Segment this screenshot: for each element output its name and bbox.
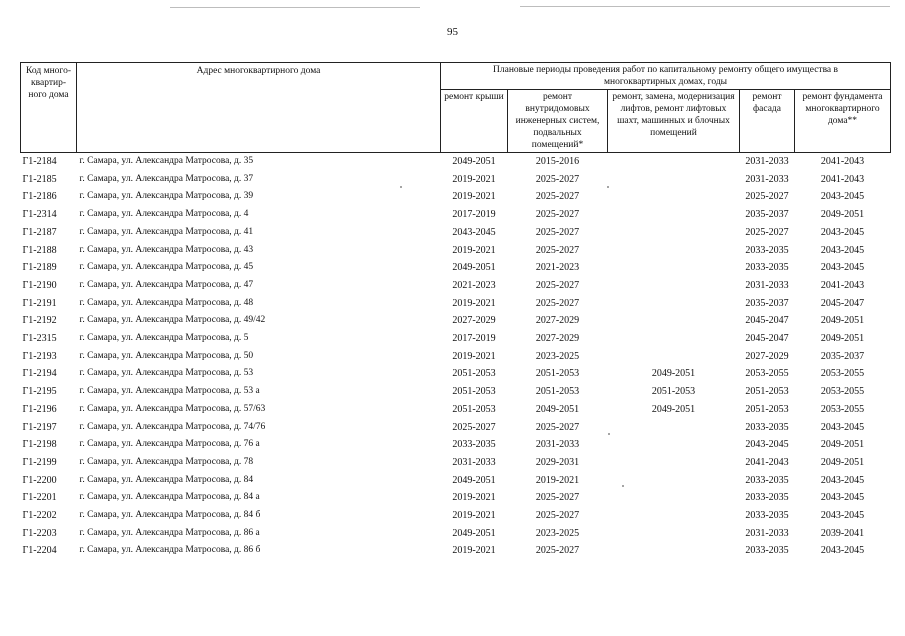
- cell-roof: 2025-2027: [452, 421, 496, 433]
- cell-code: Г1-2202: [22, 510, 57, 522]
- cell-address: г. Самара, ул. Александра Матросова, д. 47: [79, 279, 254, 290]
- cell-facade: 2035-2037: [745, 209, 789, 221]
- cell-foundation: 2043-2045: [820, 244, 865, 256]
- header-elevators: ремонт, замена, модернизация лифтов, ремонт лифтовых шахт, машинных и блочных помещений: [608, 90, 740, 153]
- cell-code: Г1-2190: [22, 279, 57, 291]
- header-foundation: ремонт фундамента многоквартирного дома**: [795, 90, 891, 153]
- table-row: [21, 348, 891, 366]
- cell-engineering: 2027-2029: [535, 315, 580, 327]
- cell-code: Г1-2193: [22, 350, 57, 362]
- cell-elevators: [608, 188, 740, 206]
- cell-address: г. Самара, ул. Александра Матросова, д. 48: [79, 297, 254, 308]
- cell-code: Г1-2194: [22, 368, 57, 380]
- cell-foundation: 2049-2051: [820, 315, 865, 327]
- cell-roof: 2049-2051: [452, 156, 496, 167]
- cell-roof: 2051-2053: [452, 386, 496, 398]
- cell-elevators: [608, 542, 740, 560]
- cell-roof: 2017-2019: [452, 333, 496, 345]
- table-row: [21, 242, 891, 260]
- cell-foundation: 2049-2051: [820, 333, 865, 345]
- cell-roof: 2049-2051: [452, 527, 496, 539]
- cell-address: г. Самара, ул. Александра Матросова, д. 5: [79, 333, 249, 344]
- table-row: [21, 507, 891, 525]
- cell-roof: 2019-2021: [452, 191, 496, 203]
- cell-roof: 2017-2019: [452, 209, 496, 221]
- cell-elevators: [608, 224, 740, 242]
- cell-foundation: 2041-2043: [820, 156, 865, 167]
- table-row: [21, 188, 891, 206]
- cell-code: Г1-2200: [22, 474, 57, 486]
- cell-address: г. Самара, ул. Александра Матросова, д. 41: [79, 226, 254, 237]
- cell-facade: 2031-2033: [745, 173, 789, 185]
- cell-code: Г1-2204: [22, 545, 57, 557]
- cell-address: г. Самара, ул. Александра Матросова, д. 84 а: [79, 492, 260, 503]
- cell-foundation: 2053-2055: [820, 368, 865, 380]
- cell-foundation: 2035-2037: [820, 350, 865, 362]
- table-row: [21, 312, 891, 330]
- cell-elevators: [608, 295, 740, 313]
- cell-roof: 2027-2029: [452, 315, 496, 327]
- cell-facade: 2033-2035: [745, 421, 789, 433]
- table-row: [21, 171, 891, 189]
- cell-engineering: 2051-2053: [535, 386, 580, 398]
- cell-facade: 2035-2037: [745, 297, 789, 309]
- cell-facade: 2033-2035: [745, 244, 789, 256]
- header-engineering: ремонт внутридомовых инженерных систем, подвальных помещений*: [508, 90, 608, 153]
- table-row: [21, 436, 891, 454]
- cell-foundation: 2053-2055: [820, 403, 865, 415]
- cell-elevators: [608, 489, 740, 507]
- cell-elevators: [608, 525, 740, 543]
- cell-address: г. Самара, ул. Александра Матросова, д. 86 б: [79, 545, 261, 556]
- table-row: [21, 206, 891, 224]
- cell-foundation: 2041-2043: [820, 279, 865, 291]
- cell-roof: 2051-2053: [452, 368, 496, 380]
- cell-facade: 2051-2053: [745, 386, 789, 398]
- cell-engineering: 2025-2027: [535, 510, 580, 522]
- cell-code: Г1-2184: [22, 156, 57, 167]
- cell-facade: 2031-2033: [745, 279, 789, 291]
- cell-address: г. Самара, ул. Александра Матросова, д. 86 а: [79, 527, 260, 538]
- cell-facade: 2025-2027: [745, 191, 789, 203]
- cell-foundation: 2043-2045: [820, 510, 865, 522]
- cell-engineering: 2051-2053: [535, 368, 580, 380]
- cell-code: Г1-2188: [22, 244, 57, 256]
- cell-engineering: 2025-2027: [535, 421, 580, 433]
- cell-engineering: 2049-2051: [535, 403, 580, 415]
- cell-roof: 2019-2021: [452, 173, 496, 185]
- cell-roof: 2051-2053: [452, 403, 496, 415]
- cell-elevators: [608, 454, 740, 472]
- cell-address: г. Самара, ул. Александра Матросова, д. 84 б: [79, 510, 261, 521]
- table-row: [21, 153, 891, 171]
- table-row: [21, 383, 891, 401]
- cell-facade: 2045-2047: [745, 333, 789, 345]
- cell-engineering: 2015-2016: [535, 156, 580, 167]
- table-row: [21, 472, 891, 490]
- cell-engineering: 2031-2033: [535, 439, 580, 451]
- table-body: [21, 153, 891, 561]
- cell-code: Г1-2315: [22, 333, 57, 345]
- table-row: [21, 454, 891, 472]
- cell-foundation: 2049-2051: [820, 209, 865, 221]
- cell-address: г. Самара, ул. Александра Матросова, д. 39: [79, 191, 254, 202]
- cell-roof: 2033-2035: [452, 439, 496, 451]
- cell-address: г. Самара, ул. Александра Матросова, д. 74/76: [79, 421, 266, 432]
- table-row: [21, 401, 891, 419]
- cell-facade: 2033-2035: [745, 545, 789, 557]
- table-row: [21, 365, 891, 383]
- cell-foundation: 2043-2045: [820, 474, 865, 486]
- cell-code: Г1-2191: [22, 297, 57, 309]
- cell-roof: 2019-2021: [452, 297, 496, 309]
- cell-facade: 2041-2043: [745, 456, 789, 468]
- cell-address: г. Самара, ул. Александра Матросова, д. 78: [79, 456, 254, 467]
- cell-engineering: 2025-2027: [535, 297, 580, 309]
- cell-elevators: [608, 153, 740, 171]
- table-row: [21, 224, 891, 242]
- cell-foundation: 2045-2047: [820, 297, 865, 309]
- cell-address: г. Самара, ул. Александра Матросова, д. 53: [79, 368, 254, 379]
- cell-foundation: 2041-2043: [820, 173, 865, 185]
- cell-engineering: 2025-2027: [535, 492, 580, 504]
- cell-roof: 2019-2021: [452, 492, 496, 504]
- cell-elevators: [608, 472, 740, 490]
- cell-engineering: 2027-2029: [535, 333, 580, 345]
- cell-facade: 2043-2045: [745, 439, 789, 451]
- table-row: [21, 259, 891, 277]
- cell-engineering: 2025-2027: [535, 191, 580, 203]
- table-row: [21, 295, 891, 313]
- cell-address: г. Самара, ул. Александра Матросова, д. 37: [79, 173, 254, 184]
- table-row: [21, 525, 891, 543]
- cell-address: г. Самара, ул. Александра Матросова, д. 43: [79, 244, 254, 255]
- cell-facade: 2027-2029: [745, 350, 789, 362]
- cell-code: Г1-2196: [22, 403, 57, 415]
- cell-code: Г1-2187: [22, 226, 57, 238]
- cell-engineering: 2023-2025: [535, 527, 580, 539]
- cell-foundation: 2049-2051: [820, 456, 865, 468]
- cell-engineering: 2025-2027: [535, 209, 580, 221]
- scan-artifact-line: [170, 7, 420, 8]
- cell-elevators: [608, 277, 740, 295]
- cell-roof: 2019-2021: [452, 244, 496, 256]
- cell-roof: 2043-2045: [452, 226, 496, 238]
- cell-address: г. Самара, ул. Александра Матросова, д. 57/63: [79, 403, 266, 414]
- cell-facade: 2031-2033: [745, 527, 789, 539]
- cell-code: Г1-2203: [22, 527, 57, 539]
- cell-roof: 2021-2023: [452, 279, 496, 291]
- cell-elevators: [608, 206, 740, 224]
- cell-roof: 2019-2021: [452, 350, 496, 362]
- cell-roof: 2019-2021: [452, 545, 496, 557]
- cell-foundation: 2039-2041: [820, 527, 865, 539]
- cell-code: Г1-2189: [22, 262, 57, 274]
- cell-roof: 2049-2051: [452, 474, 496, 486]
- cell-elevators: [608, 419, 740, 437]
- cell-facade: 2053-2055: [745, 368, 789, 380]
- cell-foundation: 2043-2045: [820, 262, 865, 274]
- cell-foundation: 2043-2045: [820, 421, 865, 433]
- header-roof: ремонт крыши: [441, 90, 508, 153]
- cell-foundation: 2053-2055: [820, 386, 865, 398]
- cell-elevators: 2051-2053: [651, 386, 696, 398]
- cell-elevators: [608, 330, 740, 348]
- cell-engineering: 2021-2023: [535, 262, 580, 274]
- cell-address: г. Самара, ул. Александра Матросова, д. 45: [79, 262, 254, 273]
- cell-engineering: 2029-2031: [535, 456, 580, 468]
- cell-facade: 2025-2027: [745, 226, 789, 238]
- cell-roof: 2019-2021: [452, 510, 496, 522]
- cell-engineering: 2025-2027: [535, 173, 580, 185]
- cell-code: Г1-2192: [22, 315, 57, 327]
- cell-address: г. Самара, ул. Александра Матросова, д. 35: [79, 156, 254, 166]
- cell-roof: 2049-2051: [452, 262, 496, 274]
- cell-elevators: [608, 171, 740, 189]
- cell-elevators: 2049-2051: [651, 403, 696, 415]
- cell-code: Г1-2197: [22, 421, 57, 433]
- cell-foundation: 2049-2051: [820, 439, 865, 451]
- cell-facade: 2033-2035: [745, 262, 789, 274]
- cell-foundation: 2043-2045: [820, 226, 865, 238]
- cell-code: Г1-2199: [22, 456, 57, 468]
- cell-roof: 2031-2033: [452, 456, 496, 468]
- header-periods-group: Плановые периоды проведения работ по капитальному ремонту общего имущества в многоквартирных домах, годы: [441, 63, 891, 90]
- cell-address: г. Самара, ул. Александра Матросова, д. 4: [79, 209, 249, 220]
- cell-foundation: 2043-2045: [820, 191, 865, 203]
- cell-engineering: 2025-2027: [535, 279, 580, 291]
- cell-elevators: [608, 436, 740, 454]
- cell-address: г. Самара, ул. Александра Матросова, д. 84: [79, 474, 254, 485]
- cell-engineering: 2025-2027: [535, 244, 580, 256]
- header-code: Код много-квартир-ного дома: [21, 63, 77, 153]
- cell-elevators: 2049-2051: [651, 368, 696, 380]
- cell-code: Г1-2198: [22, 439, 57, 451]
- cell-address: г. Самара, ул. Александра Матросова, д. 76 а: [79, 439, 260, 450]
- cell-engineering: 2019-2021: [535, 474, 580, 486]
- repair-schedule-table-container: [20, 62, 890, 560]
- cell-elevators: [608, 242, 740, 260]
- cell-address: г. Самара, ул. Александра Матросова, д. 53 а: [79, 386, 260, 397]
- cell-code: Г1-2314: [22, 209, 57, 221]
- page-number: 95: [447, 26, 458, 38]
- cell-facade: 2033-2035: [745, 492, 789, 504]
- cell-address: г. Самара, ул. Александра Матросова, д. 49/42: [79, 315, 266, 326]
- table-row: [21, 330, 891, 348]
- header-facade: ремонт фасада: [740, 90, 795, 153]
- cell-engineering: 2025-2027: [535, 226, 580, 238]
- table-row: [21, 542, 891, 560]
- cell-foundation: 2043-2045: [820, 545, 865, 557]
- repair-schedule-table: [20, 62, 891, 560]
- table-row: [21, 277, 891, 295]
- cell-foundation: 2043-2045: [820, 492, 865, 504]
- cell-facade: 2045-2047: [745, 315, 789, 327]
- cell-engineering: 2025-2027: [535, 545, 580, 557]
- cell-code: Г1-2195: [22, 386, 57, 398]
- table-row: [21, 419, 891, 437]
- scan-artifact-line: [520, 6, 890, 7]
- cell-facade: 2031-2033: [745, 156, 789, 167]
- cell-address: г. Самара, ул. Александра Матросова, д. 50: [79, 350, 254, 361]
- cell-elevators: [608, 348, 740, 366]
- header-address: Адрес многоквартирного дома: [77, 63, 441, 153]
- cell-elevators: [608, 312, 740, 330]
- cell-code: Г1-2201: [22, 492, 57, 504]
- cell-elevators: [608, 507, 740, 525]
- cell-engineering: 2023-2025: [535, 350, 580, 362]
- cell-elevators: [608, 259, 740, 277]
- cell-facade: 2051-2053: [745, 403, 789, 415]
- cell-code: Г1-2186: [22, 191, 57, 203]
- cell-code: Г1-2185: [22, 173, 57, 185]
- cell-facade: 2033-2035: [745, 474, 789, 486]
- cell-facade: 2033-2035: [745, 510, 789, 522]
- table-row: [21, 489, 891, 507]
